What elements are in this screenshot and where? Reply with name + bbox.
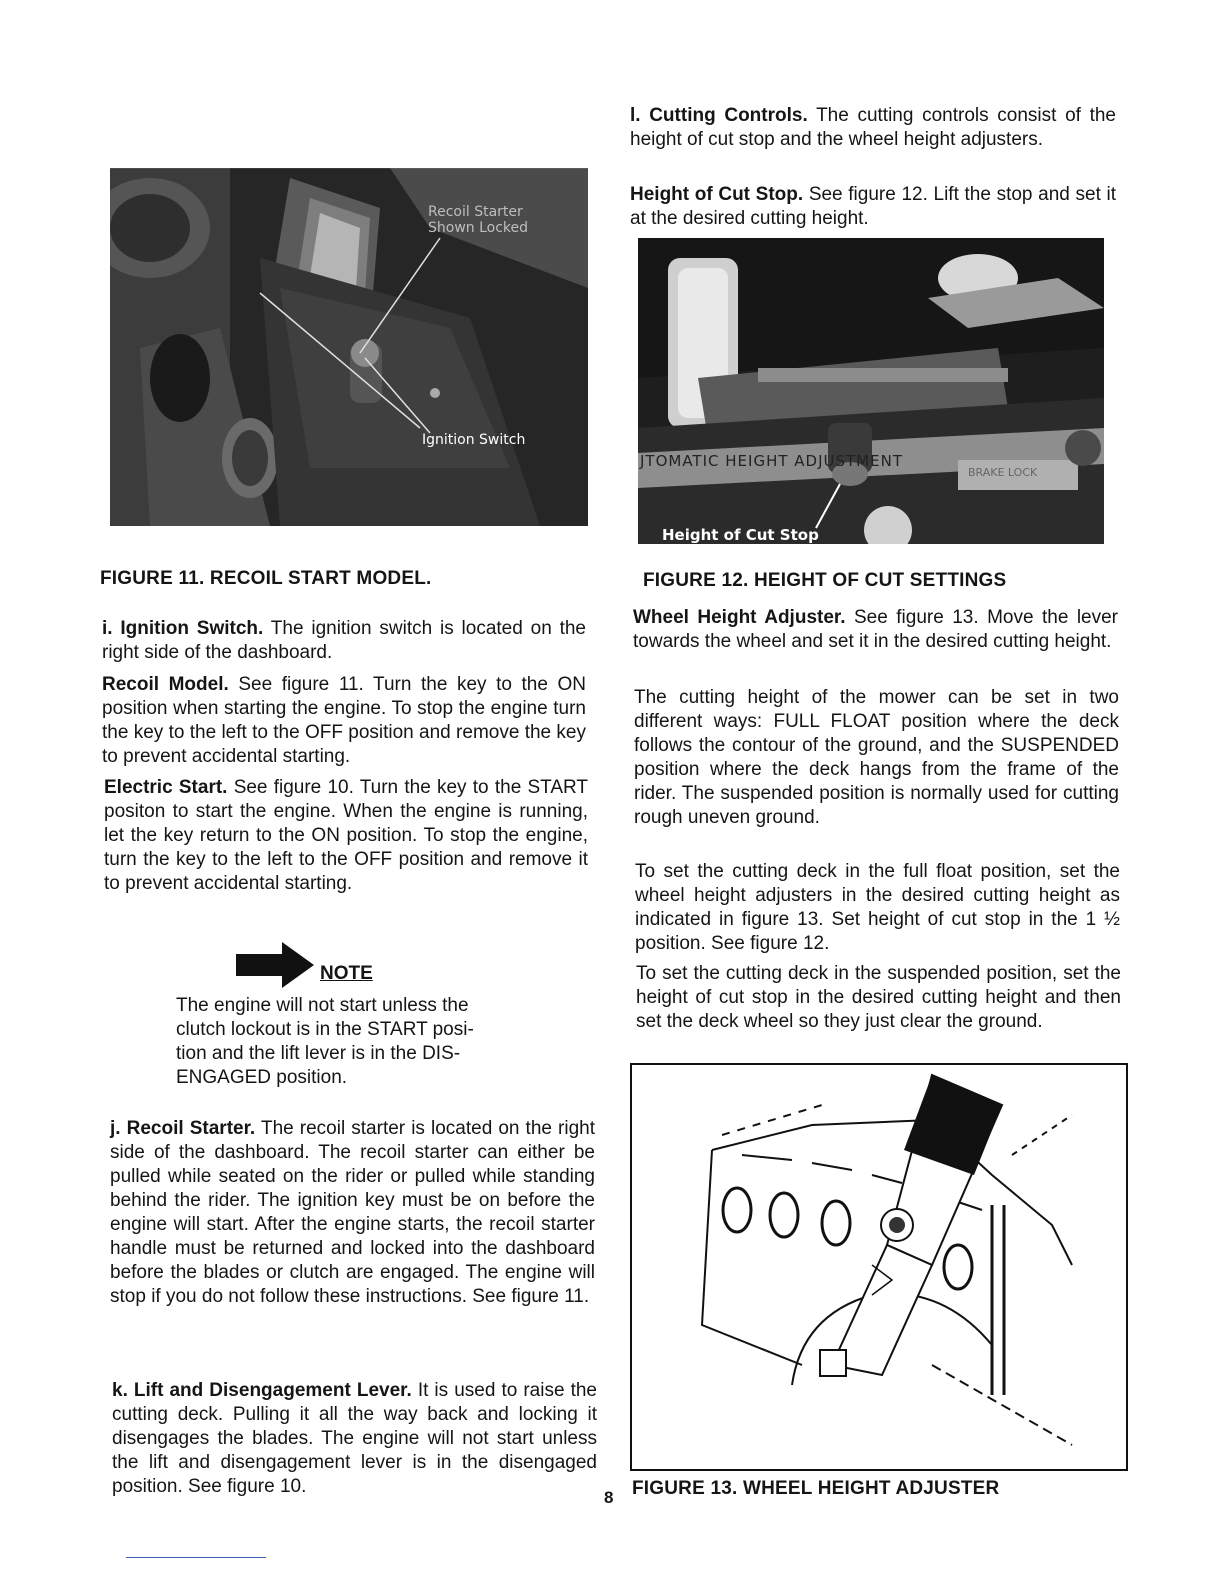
figure-11-photo xyxy=(110,168,588,526)
cutting-controls-text: The cutting controls consist of the height of cut stop and the wheel height adjusters. xyxy=(630,105,1116,150)
lift-lever-text: It is used to raise the cutting deck. Pulling it all the way back and locking it disengages the blades. The engine will not start unless the lift and disengagement lever is in the disengaged position. See figure 10. xyxy=(112,1380,597,1497)
lift-lever-heading: k. Lift and Disengagement Lever. xyxy=(112,1380,412,1401)
electric-start-paragraph xyxy=(104,776,588,896)
cutting-controls-heading: l. Cutting Controls. xyxy=(630,105,808,126)
height-stop-text: See figure 12. Lift the stop and set it at the desired cutting height. xyxy=(630,184,1116,229)
recoil-starter-label: Recoil Starter Shown Locked xyxy=(428,204,529,236)
page-number: 8 xyxy=(604,1488,614,1507)
figure-11-caption: FIGURE 11. RECOIL START MODEL. xyxy=(100,568,432,589)
figure-12-caption: FIGURE 12. HEIGHT OF CUT SETTINGS xyxy=(643,570,1007,591)
note-line: clutch lockout is in the START posi- xyxy=(176,1019,474,1040)
note-line: ENGAGED position. xyxy=(176,1067,348,1088)
cutting-controls-paragraph xyxy=(630,104,1116,152)
two-ways-paragraph: The cutting height of the mower can be set in two different ways: FULL FLOAT position where the deck follows the contour of the ground, and the SUSPENDED position where the deck hangs from the frame of the rider. The suspended position is normally used for cutting rough uneven ground. xyxy=(634,687,1119,828)
ignition-switch-heading: i. Ignition Switch. xyxy=(102,618,264,639)
wheel-adjuster-text: See figure 13. Move the lever towards the wheel and set it in the desired cutting height. xyxy=(633,607,1119,652)
ignition-switch-text: The ignition switch is located on the right side of the dashboard. xyxy=(102,618,587,663)
height-stop-heading: Height of Cut Stop. xyxy=(630,184,804,205)
height-of-cut-stop-label: Height of Cut Stop xyxy=(662,526,819,544)
figure-12-photo xyxy=(638,238,1104,544)
recoil-model-heading: Recoil Model. xyxy=(102,674,229,695)
ignition-switch-paragraph xyxy=(102,617,586,665)
note-line: The engine will not start unless the xyxy=(176,995,469,1016)
note-title: NOTE xyxy=(320,963,373,984)
note-body xyxy=(176,994,536,1090)
suspended-paragraph: To set the cutting deck in the suspended position, set the height of cut stop in the desired cutting height and then set the deck wheel so they just clear the ground. xyxy=(636,963,1121,1032)
note-arrow-icon xyxy=(236,942,318,988)
figure-13-drawing xyxy=(630,1063,1128,1471)
recoil-starter-paragraph xyxy=(110,1117,595,1309)
footer-rule xyxy=(126,1557,266,1558)
recoil-starter-text: The recoil starter is located on the right side of the dashboard. The recoil starter can either be pulled while seated on the rider or pulled while standing behind the rider. The ignition key must be on before the engine will start. After the engine starts, the recoil starter handle must be returned and locked into the dashboard before the blades or clutch are engaged. The engine will stop if you do not follow these instructions. See figure 11. xyxy=(110,1118,596,1307)
full-float-paragraph: To set the cutting deck in the full float position, set the wheel height adjusters in the desired cutting height as indicated in figure 13. Set height of cut stop in the 1 ½ position. See figure 12. xyxy=(635,861,1120,954)
electric-start-heading: Electric Start. xyxy=(104,777,228,798)
note-line: tion and the lift lever is in the DIS- xyxy=(176,1043,461,1064)
wheel-adjuster-heading: Wheel Height Adjuster. xyxy=(633,607,846,628)
recoil-model-text: See figure 11. Turn the key to the ON position when starting the engine. To stop the engine turn the key to the left to the OFF position and remove the key to prevent accidental starting. xyxy=(102,674,587,767)
brake-text: BRAKE LOCK xyxy=(968,466,1038,479)
wheel-adjuster-paragraph xyxy=(633,606,1118,654)
ignition-switch-label: Ignition Switch xyxy=(422,432,526,448)
height-stop-paragraph xyxy=(630,183,1116,231)
panel-text: JTOMATIC HEIGHT ADJUSTMENT xyxy=(640,452,903,470)
lift-lever-paragraph xyxy=(112,1379,597,1499)
figure-13-caption: FIGURE 13. WHEEL HEIGHT ADJUSTER xyxy=(632,1478,1000,1499)
recoil-starter-heading: j. Recoil Starter. xyxy=(110,1118,256,1139)
recoil-model-paragraph xyxy=(102,673,586,769)
electric-start-text: See figure 10. Turn the key to the START positon to start the engine. When the engine is running, let the key return to the ON position. To stop the engine, turn the key to the left to the OFF position and remove it to prevent accidental starting. xyxy=(104,777,589,894)
